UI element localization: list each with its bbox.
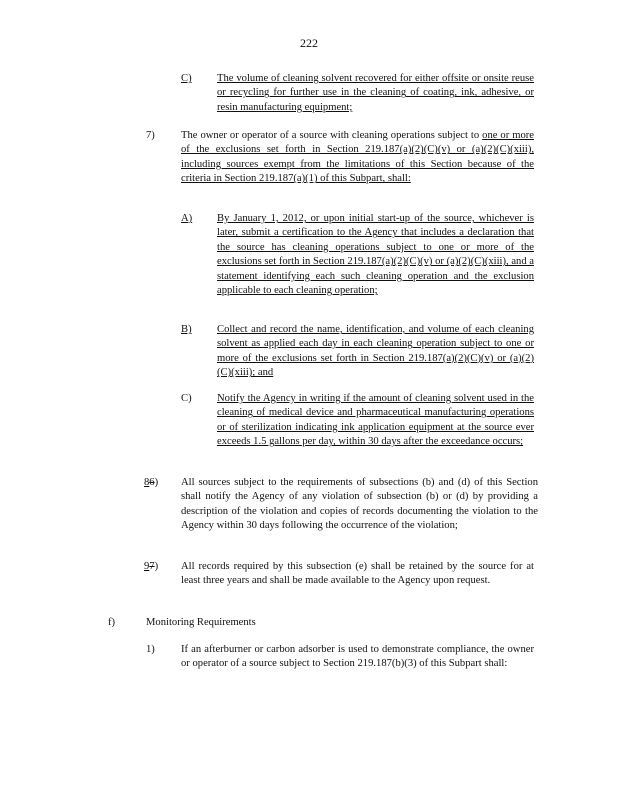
clause-text: All records required by this subsection (e) shall be retained by the source for at least three years and shall be made available to the Agency upon request. xyxy=(181,561,534,587)
clause-text-plain: The owner or operator of a source with cleaning operations subject to xyxy=(181,130,480,141)
clause-label: B) xyxy=(181,324,192,335)
page-number: 222 xyxy=(300,36,318,50)
label-new: 9 xyxy=(144,561,150,572)
clause-text: All sources subject to the requirements of subsections (b) and (d) of this Section shall notify the Agency of any violation of subsection (b) or (d) by providing a description of the violation and copies of records documenting the violation to the Agency within 30 days following the occurrence of the violation; xyxy=(181,477,538,532)
clause-text-added: one or more of the exclusions set forth in Section 219.187(a)(2)(C)(v) or (a)(2)(C)(xiii), including sources exempt from the limitations of this Section because of the criteria in Section 219.187(a)(1) of this Subpart, shall: xyxy=(181,130,534,185)
clause-label: C) xyxy=(181,393,192,404)
clause-text: If an afterburner or carbon adsorber is used to demonstrate compliance, the owner or operator of a source subject to Section 219.187(b)(3) of this Subpart shall: xyxy=(181,644,534,670)
clause-text: The volume of cleaning solvent recovered for either offsite or onsite reuse or recycling for further use in the cleaning of coating, ink, adhesive, or resin manufacturing equipment; xyxy=(217,73,534,113)
clause-text: Collect and record the name, identification, and volume of each cleaning solvent as applied each day in each cleaning operation subject to one or more of the exclusions set forth in Section 219.187(a)(2)(C)(v) or (a)(2)(C)(xiii); and xyxy=(217,324,534,379)
clause-text xyxy=(181,129,534,187)
clause-label: f) xyxy=(108,617,116,628)
label-new: 8 xyxy=(144,477,150,488)
section-heading: Monitoring Requirements xyxy=(146,617,256,628)
clause-label: 97) xyxy=(144,561,159,572)
clause-text: Notify the Agency in writing if the amount of cleaning solvent used in the cleaning of medical device and pharmaceutical manufacturing operations or of sterilization indicating ink application equipment at the source ever exceeds 1.5 gallons per day, within 30 days after the exceedance occurs; xyxy=(217,393,534,448)
label-old: 6 xyxy=(149,477,155,488)
clause-label: C) xyxy=(181,73,192,84)
clause-label: 7) xyxy=(146,130,155,141)
clause-text: By January 1, 2012, or upon initial start-up of the source, whichever is later, submit a certification to the Agency that includes a declaration that the source has cleaning operations subject to one or more of the exclusions set forth in Section 219.187(a)(2)(C)(v) or (a)(2)(C)(xiii), and a statement identifying each such cleaning operation and the exclusion applicable to each cleaning operation; xyxy=(217,213,534,297)
clause-label: A) xyxy=(181,213,193,224)
clause-label: 1) xyxy=(146,644,155,655)
label-old: 7 xyxy=(149,561,155,572)
clause-label: 86) xyxy=(144,477,159,488)
